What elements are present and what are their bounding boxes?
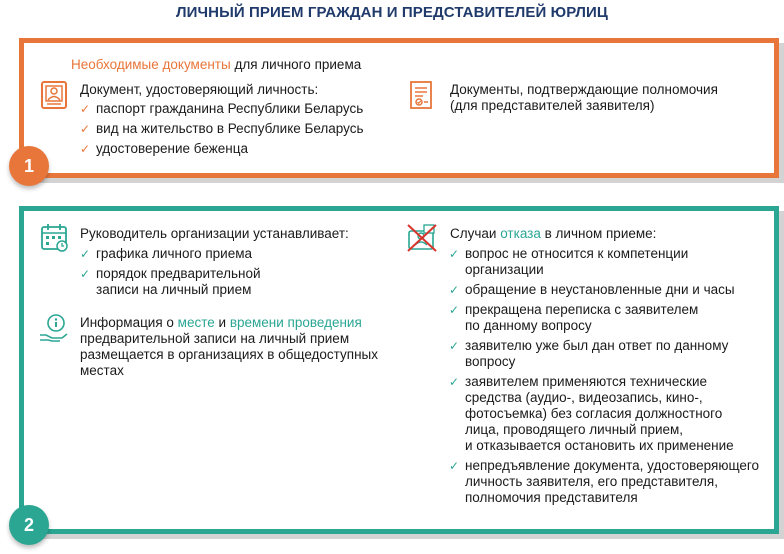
info-line-1: предварительной записи на личный прием bbox=[80, 331, 350, 346]
list-item: ✓ паспорт гражданина Республики Беларусь bbox=[80, 101, 364, 116]
section-2-number-badge: 2 bbox=[9, 505, 49, 545]
info-line-3: местах bbox=[80, 363, 124, 378]
check-icon: ✓ bbox=[80, 142, 91, 156]
refusal-icon bbox=[406, 223, 438, 253]
list-item: ✓ вид на жительство в Республике Беларусь bbox=[80, 121, 364, 136]
certificate-icon bbox=[409, 80, 435, 110]
check-icon: ✓ bbox=[80, 102, 91, 116]
list-item: ✓ заявителем применяются технические средства (аудио-, видеозапись, кино-, фотосъемка) без согласия должностного лица, проводящего личный прием, и отказывается остановить их применение bbox=[449, 374, 734, 453]
check-icon: ✓ bbox=[449, 303, 460, 317]
section-1-number-badge: 1 bbox=[9, 146, 49, 186]
info-line-2: размещается в организациях в общедоступных bbox=[80, 347, 378, 362]
section-1-header bbox=[71, 57, 361, 73]
identity-docs-list bbox=[80, 101, 364, 157]
check-icon: ✓ bbox=[80, 122, 91, 136]
list-item: ✓ непредъявление документа, удостоверяющего личность заявителя, его представителя, полномочия представителя bbox=[449, 458, 760, 505]
check-icon: ✓ bbox=[449, 339, 460, 353]
check-icon: ✓ bbox=[80, 267, 91, 281]
check-icon: ✓ bbox=[449, 283, 460, 297]
page-title: ЛИЧНЫЙ ПРИЕМ ГРАЖДАН И ПРЕДСТАВИТЕЛЕЙ ЮРЛИЦ bbox=[176, 4, 608, 21]
info-highlight-time: времени проведения bbox=[229, 315, 362, 330]
check-icon: ✓ bbox=[449, 375, 460, 389]
id-card-icon bbox=[40, 80, 68, 110]
info-highlight-place: месте bbox=[177, 315, 215, 330]
list-item: ✓ прекращена переписка с заявителем по данному вопросу bbox=[449, 302, 699, 333]
list-item: ✓ заявителю уже был дан ответ по данному вопросу bbox=[449, 338, 729, 369]
authority-docs-line-1: Документы, подтверждающие полномочия bbox=[450, 82, 718, 97]
calendar-icon bbox=[40, 223, 70, 253]
list-item: ✓ обращение в неустановленные дни и часы bbox=[449, 282, 735, 297]
info-header: Информация о месте и времени проведения bbox=[80, 315, 362, 330]
list-item: ✓ порядок предварительной записи на личный прием bbox=[80, 266, 261, 297]
identity-docs-title: Документ, удостоверяющий личность: bbox=[80, 82, 319, 97]
refusal-list bbox=[449, 246, 759, 506]
authority-docs-line-2: (для представителей заявителя) bbox=[450, 98, 655, 113]
head-sets-list bbox=[80, 246, 261, 298]
refusal-header: Случаи отказа в личном приеме: bbox=[450, 226, 657, 241]
section-1-header-rest: для личного приема bbox=[230, 57, 362, 72]
check-icon: ✓ bbox=[449, 459, 460, 473]
refusal-highlight: отказа bbox=[500, 226, 541, 241]
check-icon: ✓ bbox=[449, 247, 460, 261]
list-item: ✓ вопрос не относится к компетенции организации bbox=[449, 246, 689, 277]
list-item: ✓ графика личного приема bbox=[80, 246, 253, 261]
section-1-header-highlight: Необходимые документы bbox=[71, 57, 231, 72]
check-icon: ✓ bbox=[80, 247, 91, 261]
head-sets-title: Руководитель организации устанавливает: bbox=[80, 226, 349, 241]
info-hand-icon bbox=[38, 313, 70, 343]
list-item: ✓ удостоверение беженца bbox=[80, 141, 248, 156]
